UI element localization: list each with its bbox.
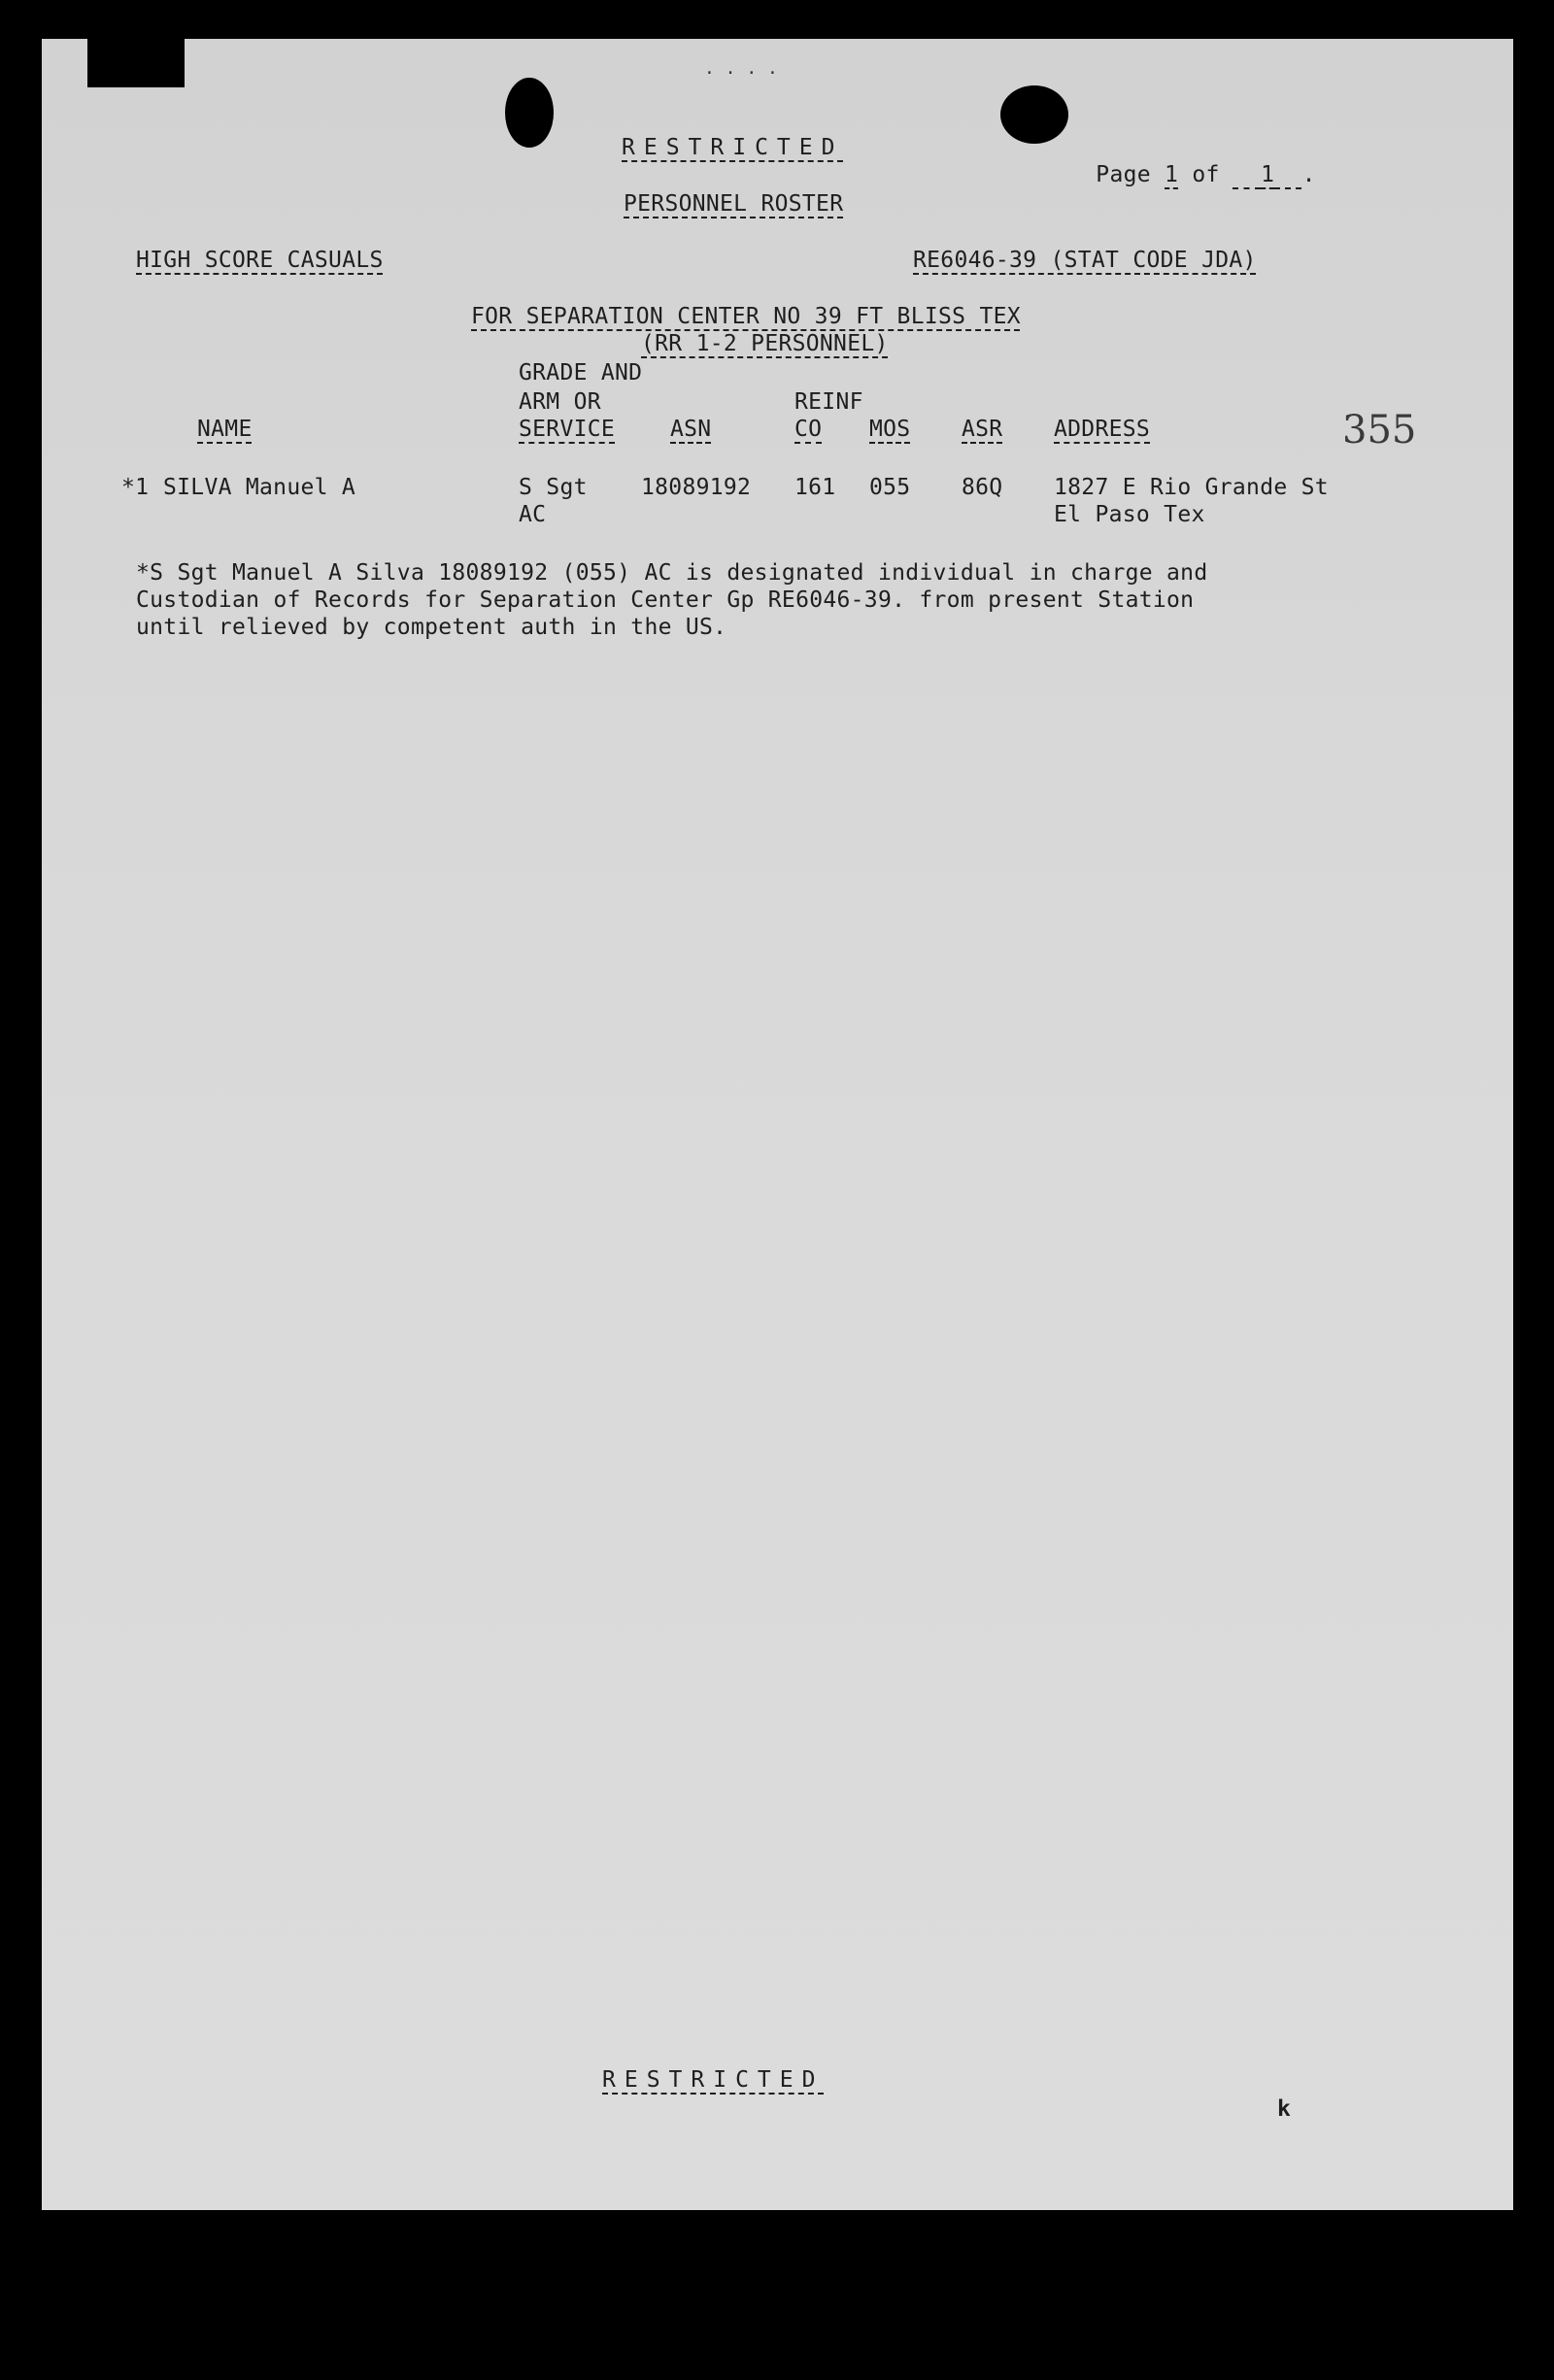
total-pages: [1233, 162, 1302, 187]
document-page: [42, 39, 1513, 2210]
col-asr: ASR: [962, 417, 1003, 442]
col-name: NAME: [197, 417, 253, 442]
scan-specks: · · · ·: [704, 63, 778, 84]
row-arm: AC: [519, 502, 547, 527]
footnote-line2: Custodian of Records for Separation Center Gp RE6046-39. from present Station: [136, 587, 1195, 613]
col-mos: MOS: [869, 417, 911, 442]
row-name: SILVA Manuel A: [163, 475, 356, 500]
authority: (RR 1-2 PERSONNEL): [641, 331, 889, 356]
destination: FOR SEPARATION CENTER NO 39 FT BLISS TEX: [471, 304, 1021, 329]
page-number: 1: [1165, 162, 1179, 187]
handwritten-page-number: 355: [1342, 408, 1417, 453]
row-number: *1: [121, 475, 150, 500]
col-reinf-line1: REINF: [794, 389, 863, 415]
footnote-line3: until relieved by competent auth in the US.: [136, 615, 727, 640]
roster-title: PERSONNEL ROSTER: [624, 191, 844, 217]
row-address-line1: 1827 E Rio Grande St: [1054, 475, 1329, 500]
punch-hole-left: [505, 78, 554, 148]
col-grade-line3: SERVICE: [519, 417, 616, 442]
punch-hole-right: [1000, 85, 1068, 144]
page-dot: .: [1301, 162, 1316, 187]
col-grade-line1: GRADE AND: [519, 360, 643, 385]
total-pages-value: 1: [1261, 162, 1275, 187]
col-grade-line2: ARM OR: [519, 389, 601, 415]
col-asn: ASN: [670, 417, 712, 442]
row-co: 161: [794, 475, 836, 500]
row-address-line2: El Paso Tex: [1054, 502, 1205, 527]
classification-top: RESTRICTED: [622, 135, 844, 160]
of-label: of: [1192, 162, 1220, 187]
left-title: HIGH SCORE CASUALS: [136, 248, 384, 273]
right-code: RE6046-39 (STAT CODE JDA): [913, 248, 1257, 273]
page-label: Page: [1096, 162, 1151, 187]
row-asn: 18089192: [641, 475, 752, 500]
col-address: ADDRESS: [1054, 417, 1151, 442]
top-left-corner-mark: [87, 37, 185, 87]
row-grade: S Sgt: [519, 475, 588, 500]
classification-bottom: RESTRICTED: [602, 2067, 825, 2093]
row-mos: 055: [869, 475, 911, 500]
footnote-line1: *S Sgt Manuel A Silva 18089192 (055) AC is designated individual in charge and: [136, 560, 1208, 586]
typist-initial: k: [1277, 2096, 1292, 2122]
col-co: CO: [794, 417, 823, 442]
row-asr: 86Q: [962, 475, 1003, 500]
page-indicator: [1068, 134, 1316, 188]
